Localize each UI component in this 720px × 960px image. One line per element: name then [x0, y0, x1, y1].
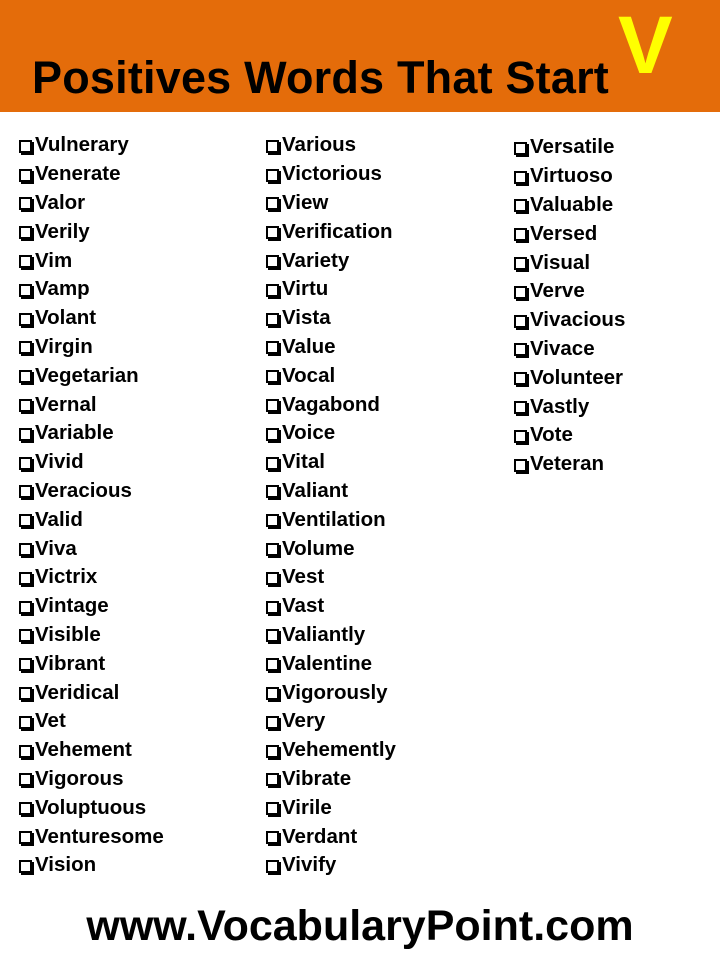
- word-item: [266, 448, 396, 477]
- checkbox-icon: [19, 428, 32, 441]
- checkbox-icon: [266, 745, 279, 758]
- checkbox-icon: [266, 629, 279, 642]
- word-item: [266, 189, 396, 218]
- checkbox-icon: [266, 399, 279, 412]
- word-label: Vigorously: [282, 680, 388, 704]
- checkbox-icon: [266, 572, 279, 585]
- word-label: Various: [282, 133, 357, 157]
- word-label: Vigorous: [35, 766, 124, 790]
- word-item: [266, 736, 396, 765]
- word-label: Value: [282, 334, 336, 358]
- checkbox-icon: [19, 572, 32, 585]
- word-label: Variable: [35, 421, 114, 445]
- word-item: [266, 361, 396, 390]
- checkbox-icon: [19, 802, 32, 815]
- word-label: Viva: [35, 536, 77, 560]
- checkbox-icon: [266, 313, 279, 326]
- word-label: Vim: [35, 248, 73, 272]
- word-label: Victrix: [35, 565, 98, 589]
- word-label: Vivace: [530, 336, 595, 360]
- word-label: Veracious: [35, 478, 132, 502]
- word-item: [19, 304, 164, 333]
- word-item: [266, 563, 396, 592]
- word-item: [19, 765, 164, 794]
- word-item: [514, 248, 625, 277]
- word-label: Vivacious: [530, 308, 626, 332]
- word-label: Vibrant: [35, 651, 106, 675]
- checkbox-icon: [19, 284, 32, 297]
- checkbox-icon: [266, 140, 279, 153]
- checkbox-icon: [514, 171, 527, 184]
- checkbox-icon: [19, 745, 32, 758]
- word-item: [19, 505, 164, 534]
- word-label: Vamp: [35, 277, 90, 301]
- checkbox-icon: [19, 313, 32, 326]
- word-item: [514, 277, 625, 306]
- title-letter: V: [618, 0, 673, 91]
- word-item: [19, 736, 164, 765]
- word-label: Vest: [282, 565, 325, 589]
- word-label: Veridical: [35, 680, 120, 704]
- word-label: Vast: [282, 594, 325, 618]
- word-item: [266, 707, 396, 736]
- checkbox-icon: [514, 315, 527, 328]
- checkbox-icon: [266, 802, 279, 815]
- checkbox-icon: [19, 255, 32, 268]
- word-item: [514, 450, 625, 479]
- word-label: Vehemently: [282, 738, 396, 762]
- word-label: Volume: [282, 536, 355, 560]
- word-label: Very: [282, 709, 326, 733]
- checkbox-icon: [514, 142, 527, 155]
- word-item: [266, 851, 396, 880]
- checkbox-icon: [266, 601, 279, 614]
- word-label: Verdant: [282, 824, 358, 848]
- word-label: Vehement: [35, 738, 132, 762]
- checkbox-icon: [514, 343, 527, 356]
- word-item: [514, 335, 625, 364]
- word-item: [266, 275, 396, 304]
- checkbox-icon: [19, 716, 32, 729]
- word-item: [266, 131, 396, 160]
- word-label: Vibrate: [282, 766, 352, 790]
- word-label: Vintage: [35, 594, 109, 618]
- word-label: Vegetarian: [35, 363, 139, 387]
- word-label: Vivid: [35, 450, 84, 474]
- word-item: [19, 189, 164, 218]
- checkbox-icon: [514, 430, 527, 443]
- word-item: [514, 133, 625, 162]
- word-label: Versed: [530, 221, 598, 245]
- word-item: [266, 160, 396, 189]
- word-item: [19, 822, 164, 851]
- word-label: Venerate: [35, 162, 121, 186]
- word-label: Veteran: [530, 452, 605, 476]
- checkbox-icon: [266, 197, 279, 210]
- word-label: Volunteer: [530, 365, 624, 389]
- word-item: [19, 563, 164, 592]
- word-item: [266, 649, 396, 678]
- word-item: [266, 246, 396, 275]
- word-label: Voluptuous: [35, 795, 147, 819]
- word-label: Visible: [35, 622, 101, 646]
- word-column-1: [19, 131, 164, 880]
- word-item: [266, 505, 396, 534]
- word-label: Virgin: [35, 334, 93, 358]
- word-label: Vital: [282, 450, 325, 474]
- word-label: Valiant: [282, 478, 349, 502]
- word-label: Virtuoso: [530, 164, 613, 188]
- checkbox-icon: [266, 485, 279, 498]
- word-item: [266, 592, 396, 621]
- word-item: [19, 275, 164, 304]
- word-item: [266, 419, 396, 448]
- word-label: Vocal: [282, 363, 336, 387]
- word-label: Variety: [282, 248, 350, 272]
- checkbox-icon: [514, 199, 527, 212]
- word-item: [19, 419, 164, 448]
- word-item: [19, 707, 164, 736]
- word-item: [514, 392, 625, 421]
- word-label: Verily: [35, 219, 90, 243]
- word-item: [266, 678, 396, 707]
- word-item: [514, 363, 625, 392]
- checkbox-icon: [514, 228, 527, 241]
- header-banner: [0, 0, 720, 112]
- checkbox-icon: [19, 543, 32, 556]
- checkbox-icon: [19, 399, 32, 412]
- word-item: [19, 793, 164, 822]
- checkbox-icon: [19, 370, 32, 383]
- word-item: [514, 306, 625, 335]
- checkbox-icon: [266, 687, 279, 700]
- word-item: [266, 822, 396, 851]
- checkbox-icon: [266, 543, 279, 556]
- word-item: [514, 421, 625, 450]
- word-item: [266, 333, 396, 362]
- checkbox-icon: [266, 370, 279, 383]
- word-item: [19, 217, 164, 246]
- word-label: Vote: [530, 423, 573, 447]
- checkbox-icon: [266, 860, 279, 873]
- checkbox-icon: [514, 286, 527, 299]
- word-label: Verve: [530, 279, 585, 303]
- word-label: Venturesome: [35, 824, 164, 848]
- checkbox-icon: [19, 485, 32, 498]
- word-item: [19, 592, 164, 621]
- checkbox-icon: [19, 226, 32, 239]
- word-label: Valid: [35, 507, 83, 531]
- checkbox-icon: [266, 831, 279, 844]
- checkbox-icon: [266, 284, 279, 297]
- checkbox-icon: [266, 169, 279, 182]
- word-label: Valentine: [282, 651, 373, 675]
- word-item: [19, 678, 164, 707]
- word-label: Ventilation: [282, 507, 386, 531]
- word-item: [266, 390, 396, 419]
- word-label: Virtu: [282, 277, 329, 301]
- checkbox-icon: [19, 514, 32, 527]
- checkbox-icon: [266, 514, 279, 527]
- word-label: Valiantly: [282, 622, 366, 646]
- word-label: Vision: [35, 853, 97, 877]
- checkbox-icon: [19, 860, 32, 873]
- checkbox-icon: [19, 457, 32, 470]
- checkbox-icon: [19, 341, 32, 354]
- word-label: Versatile: [530, 135, 615, 159]
- word-label: Vet: [35, 709, 66, 733]
- word-label: Volant: [35, 306, 97, 330]
- word-item: [266, 217, 396, 246]
- word-column-3: [514, 133, 625, 479]
- word-item: [19, 621, 164, 650]
- checkbox-icon: [514, 459, 527, 472]
- word-label: Vernal: [35, 392, 97, 416]
- word-item: [19, 448, 164, 477]
- word-item: [266, 793, 396, 822]
- checkbox-icon: [266, 226, 279, 239]
- word-item: [514, 162, 625, 191]
- word-item: [514, 191, 625, 220]
- word-item: [19, 390, 164, 419]
- word-item: [266, 304, 396, 333]
- checkbox-icon: [266, 341, 279, 354]
- page-title: Positives Words That Start: [32, 52, 609, 103]
- word-item: [19, 246, 164, 275]
- checkbox-icon: [19, 169, 32, 182]
- word-item: [266, 765, 396, 794]
- word-label: Vastly: [530, 394, 590, 418]
- word-item: [19, 851, 164, 880]
- checkbox-icon: [266, 255, 279, 268]
- word-label: Vagabond: [282, 392, 380, 416]
- word-item: [19, 333, 164, 362]
- checkbox-icon: [19, 629, 32, 642]
- checkbox-icon: [19, 140, 32, 153]
- word-item: [19, 649, 164, 678]
- checkbox-icon: [266, 457, 279, 470]
- word-item: [19, 160, 164, 189]
- word-label: Visual: [530, 250, 591, 274]
- checkbox-icon: [19, 773, 32, 786]
- checkbox-icon: [266, 773, 279, 786]
- checkbox-icon: [19, 601, 32, 614]
- word-item: [19, 534, 164, 563]
- checkbox-icon: [19, 658, 32, 671]
- checkbox-icon: [19, 687, 32, 700]
- checkbox-icon: [514, 257, 527, 270]
- word-item: [266, 534, 396, 563]
- checkbox-icon: [19, 197, 32, 210]
- checkbox-icon: [266, 428, 279, 441]
- word-label: Virile: [282, 795, 332, 819]
- word-item: [266, 477, 396, 506]
- word-label: Vista: [282, 306, 331, 330]
- word-column-2: [266, 131, 396, 880]
- site-url: www.VocabularyPoint.com: [86, 902, 634, 950]
- word-item: [266, 621, 396, 650]
- checkbox-icon: [514, 372, 527, 385]
- word-label: Vivify: [282, 853, 337, 877]
- word-label: Valor: [35, 190, 86, 214]
- checkbox-icon: [266, 658, 279, 671]
- word-item: [19, 361, 164, 390]
- word-item: [19, 477, 164, 506]
- word-label: Voice: [282, 421, 336, 445]
- word-label: View: [282, 190, 329, 214]
- word-label: Verification: [282, 219, 393, 243]
- word-label: Vulnerary: [35, 133, 129, 157]
- checkbox-icon: [19, 831, 32, 844]
- word-item: [514, 219, 625, 248]
- checkbox-icon: [266, 716, 279, 729]
- word-item: [19, 131, 164, 160]
- checkbox-icon: [514, 401, 527, 414]
- word-label: Victorious: [282, 162, 382, 186]
- word-label: Valuable: [530, 192, 614, 216]
